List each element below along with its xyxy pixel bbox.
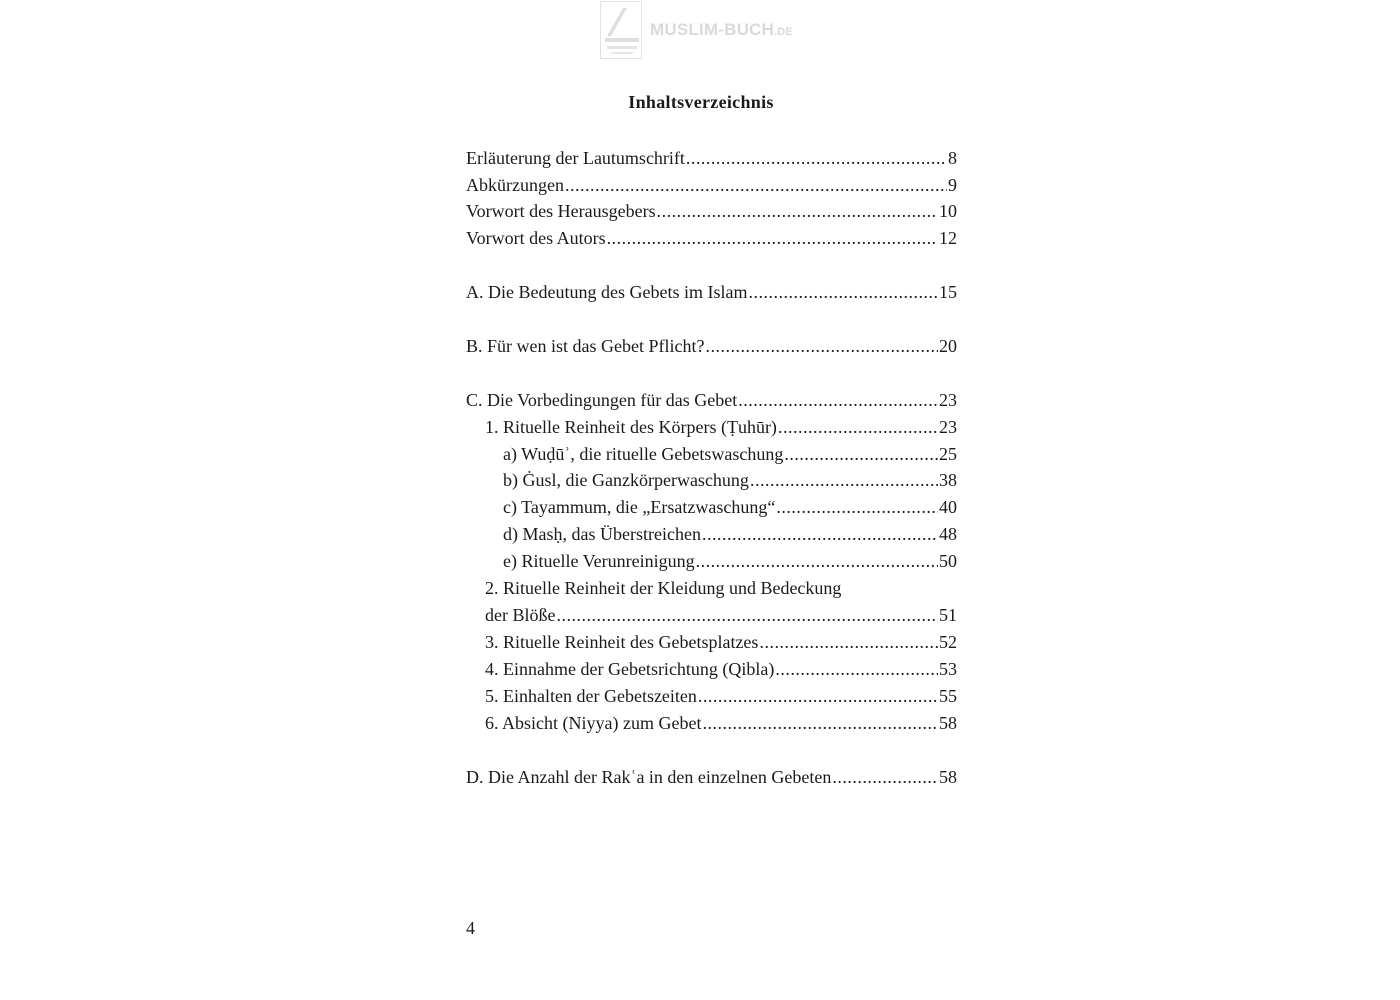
watermark-brand: MUSLIM-BUCH	[650, 20, 775, 39]
toc-leader-dots	[750, 468, 938, 492]
toc-entry-page: 10	[939, 201, 957, 221]
toc-entry	[466, 199, 957, 223]
toc-leader-dots	[775, 657, 938, 681]
toc-entry	[485, 657, 957, 681]
toc-entry-page: 50	[939, 551, 957, 571]
toc-leader-dots	[702, 522, 938, 546]
toc-entry	[503, 522, 957, 546]
toc-leader-dots	[776, 495, 938, 519]
toc-entry-page: 15	[939, 282, 957, 302]
toc-entry	[485, 576, 957, 600]
toc-entry-page: 53	[939, 659, 957, 679]
toc-title: Inhaltsverzeichnis	[628, 92, 774, 112]
toc-entry-page: 48	[939, 524, 957, 544]
toc-leader-dots	[778, 415, 938, 439]
toc-entry	[466, 226, 957, 250]
toc-entry-label: 2. Rituelle Reinheit der Kleidung und Bedeckung	[485, 578, 842, 598]
toc-entry-page: 40	[939, 497, 957, 517]
toc-entry-page: 12	[939, 228, 957, 248]
toc-leader-dots	[738, 388, 938, 412]
toc-entry-label: D. Die Anzahl der Rakʿa in den einzelnen Gebeten	[466, 767, 832, 787]
toc-entry	[485, 711, 957, 735]
toc-entry-page: 58	[939, 767, 957, 787]
toc-leader-dots	[759, 630, 938, 654]
toc-leader-dots	[705, 334, 938, 358]
bookstore-logo-icon	[600, 1, 642, 59]
toc-entry-page: 58	[939, 713, 957, 733]
toc-entry-label: A. Die Bedeutung des Gebets im Islam	[466, 282, 748, 302]
toc-entry-page: 38	[939, 470, 957, 490]
toc-entry	[503, 495, 957, 519]
toc-entry-label: C. Die Vorbedingungen für das Gebet	[466, 390, 738, 410]
toc-entry	[503, 442, 957, 466]
toc-entry-page: 25	[939, 444, 957, 464]
toc-entry-page: 20	[939, 336, 957, 356]
watermark-text	[650, 20, 793, 40]
toc-entry-page: 51	[939, 605, 957, 625]
toc-entry	[466, 280, 957, 304]
toc-leader-dots	[657, 199, 938, 223]
toc-entry-label: Vorwort des Autors	[466, 228, 606, 248]
toc-entry-label: 1. Rituelle Reinheit des Körpers (Ṭuhūr)	[485, 417, 777, 437]
toc-leader-dots	[784, 442, 938, 466]
toc-entry-page: 23	[939, 390, 957, 410]
toc-entry	[466, 334, 957, 358]
page-number: 4	[466, 918, 475, 938]
toc-entry-label: b) Ġusl, die Ganzkörperwaschung	[503, 470, 749, 490]
toc-entry	[503, 468, 957, 492]
toc-leader-dots	[607, 226, 938, 250]
toc-leader-dots	[702, 711, 938, 735]
toc-entry	[466, 388, 957, 412]
watermark-tld: .DE	[774, 26, 793, 38]
toc-entry	[466, 146, 957, 170]
toc-entry-label: Abkürzungen	[466, 175, 564, 195]
toc-entry	[485, 603, 957, 627]
toc-leader-dots	[696, 549, 938, 573]
toc-leader-dots	[748, 280, 938, 304]
toc-entry-page: 23	[939, 417, 957, 437]
toc-entry-label: B. Für wen ist das Gebet Pflicht?	[466, 336, 705, 356]
toc-entry-label: e) Rituelle Verunreinigung	[503, 551, 695, 571]
toc-leader-dots	[698, 684, 938, 708]
toc-entry	[503, 549, 957, 573]
toc-entry-label: c) Tayammum, die „Ersatzwaschung“	[503, 497, 776, 517]
toc-entry-label: 4. Einnahme der Gebetsrichtung (Qibla)	[485, 659, 775, 679]
toc-entry-label: Vorwort des Herausgebers	[466, 201, 656, 221]
toc-entry-label: der Blöße	[485, 605, 556, 625]
toc-leader-dots	[556, 603, 938, 627]
toc-entry-page: 52	[939, 632, 957, 652]
toc-entry-label: 3. Rituelle Reinheit des Gebetsplatzes	[485, 632, 759, 652]
toc-entry-label: 5. Einhalten der Gebetszeiten	[485, 686, 697, 706]
toc-entry-label: 6. Absicht (Niyya) zum Gebet	[485, 713, 702, 733]
toc-entry-label: Erläuterung der Lautumschrift	[466, 148, 685, 168]
toc-leader-dots	[686, 146, 947, 170]
toc-entry-page: 9	[948, 175, 957, 195]
toc-entry-label: a) Wuḍūʾ, die rituelle Gebetswaschung	[503, 444, 784, 464]
watermark	[600, 0, 793, 60]
toc-entry	[485, 415, 957, 439]
toc-entry	[485, 630, 957, 654]
toc-entry	[485, 684, 957, 708]
toc-leader-dots	[832, 765, 938, 789]
toc-entry	[466, 765, 957, 789]
toc-entry-page: 55	[939, 686, 957, 706]
toc-entry-label: d) Masḥ, das Überstreichen	[503, 524, 701, 544]
toc-leader-dots	[565, 173, 947, 197]
toc-entry	[466, 173, 957, 197]
toc-entry-page: 8	[948, 148, 957, 168]
